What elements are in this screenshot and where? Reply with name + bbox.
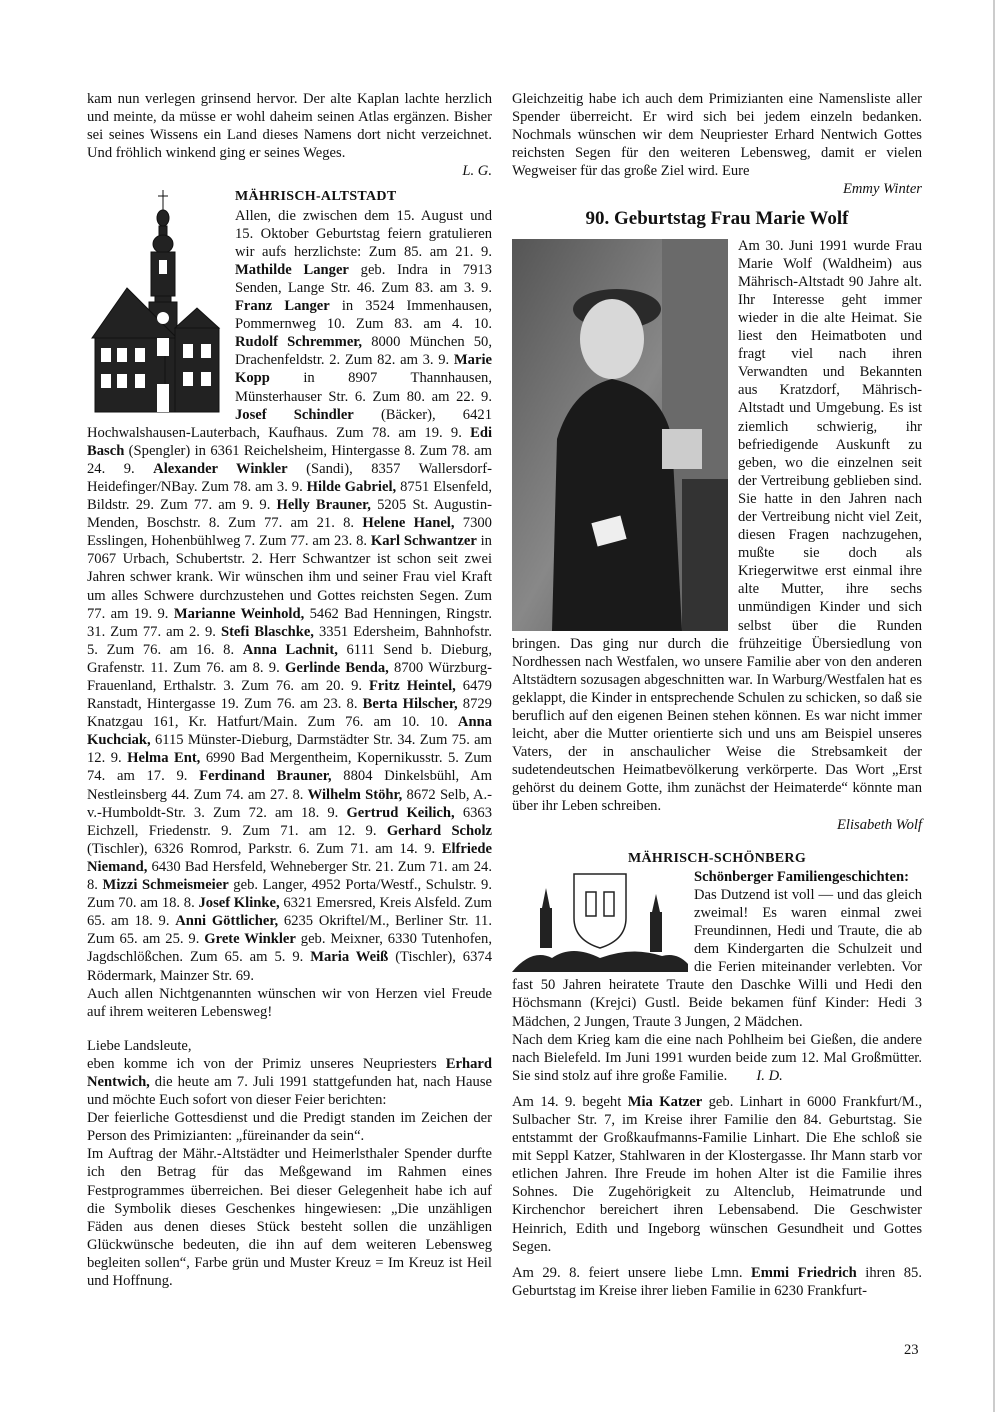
birthday-text: 6235 Okriftel/M., Berliner Str. 11. Zum 65. am 25. 9. [87, 913, 493, 948]
left-column [87, 90, 492, 1290]
letter-paragraph-1 [87, 1055, 492, 1109]
birthday-name: Helma Ent, [127, 750, 201, 767]
birthday-name: Mathilde Langer [235, 261, 349, 278]
birthday-text: (Sandi), 8357 Wallersdorf-Heidefinger/NBay. Zum 78. am 3. 9. [87, 460, 493, 495]
birthday-text: in 3524 Immenhausen, Pommernweg 10. Zum 83. am 4. 10. [235, 298, 492, 333]
birthday-name: Rudolf Schremmer, [235, 334, 363, 351]
birthday-name: Marianne Weinhold, [173, 605, 305, 622]
birthday-name: Hilde Gabriel, [306, 478, 397, 495]
birthday-name: Alexander Winkler [153, 460, 288, 477]
birthday-name: Elfriede Niemand, [87, 840, 492, 875]
letter-salutation: Liebe Landsleute, [87, 1037, 192, 1054]
article-signature-line [512, 816, 922, 834]
katzer-text-start: Am 14. 9. begeht [512, 1093, 628, 1110]
family-title-text: Schönberger Familiengeschichten: [694, 868, 909, 885]
birthday-text: geb. Indra in 7913 Senden, Lange Str. 46. Zum 83. am 3. 9. [235, 261, 492, 296]
birthday-text: 6990 Bad Mergentheim, Kopernikusstr. 5. Zum 74. am 17. 9. [87, 750, 492, 785]
birthday-text: geb. Meixner, 6330 Tutenhofen, Jagdschlößchen. Zum 65. am 5. 9. [87, 931, 492, 966]
family-text-2-line [512, 1031, 922, 1085]
katzer-paragraph [512, 1093, 922, 1256]
letter-signature: Emmy Winter [842, 181, 922, 198]
portrait-photo [512, 239, 728, 631]
birthday-text: geb. Langer, 4952 Porta/Westf., Schulstr. 9. Zum 70. am 18. 8. [87, 877, 492, 912]
birthday-name: Stefi Blaschke, [220, 623, 314, 640]
birthday-name: Anni Göttlicher, [175, 913, 279, 930]
article-title: 90. Geburtstag Frau Marie Wolf [585, 207, 849, 229]
article-signature: Elisabeth Wolf [837, 816, 922, 833]
birthday-text: 8672 Selb, A.-v.-Humboldt-Str. 3. Zum 72. am 18. 9. [87, 786, 492, 821]
birthday-text: (Tischler), 6326 Romrod, Parkstr. 6. Zum 71. am 14. 9. [87, 840, 442, 857]
family-text-2: Nach dem Krieg kam die eine nach Pohlheim bei Gießen, die andere nach Bielefeld. Im Juni 1991 wurden beide zum 12. Mal Großmütter. Sie sind stolz auf ihre große Familie. [512, 1031, 922, 1084]
katzer-name: Mia Katzer [627, 1093, 703, 1110]
letter-p1-text-end: die heute am 7. Juli 1991 stattgefunden hat, nach Hause und möchte Euch sofort von dieser Feier berichten: [87, 1073, 492, 1109]
family-text: Das Dutzend ist voll — und das gleich zweimal! Es waren einmal zwei Freundinnen, Hedi und Traute, die ab dem Kindergarten die Schulzeit und die Ferien miteinander verlebten. Vor fast 50 Jahren heiratete Traute den Daschke Willi und Hedi den Höchsmann (Krejci) Gustl. Beide bekamen fünf Kinder: Hedi 3 Mädchen, 2 Jungen, Traute 3 Jungen, 2 Mädchen. [512, 886, 922, 1030]
birthday-text: 5205 St. Augustin-Menden, Boschstr. 8. Zum 77. am 21. 8. [87, 497, 492, 532]
intro-signature: L. G. [462, 163, 492, 180]
church-illustration [87, 188, 229, 418]
closing-paragraph: Auch allen Nichtgenannten wünschen wir von Herzen viel Freude auf ihrem weiteren Lebensweg! [87, 985, 492, 1020]
birthday-name: Gerhard Scholz [386, 822, 492, 839]
birthday-name: Marie Kopp [235, 352, 492, 387]
birthday-name: Fritz Heintel, [369, 678, 456, 694]
birthday-name: Ferdinand Brauner, [199, 768, 332, 785]
birthday-name: Franz Langer [235, 298, 330, 315]
birthday-text: 8700 Würzburg-Frauenland, Erthalstr. 3. Zum 76. am 20. 9. [87, 659, 492, 694]
intro-paragraph: kam nun verlegen grinsend hervor. Der alte Kaplan lachte herzlich und meinte, da müsse er wohl daheim seinen Atlas ergänzen. Bisher sei seines Wissens ein Land dieses Namens dort nicht verzeichnet. Und fröhlich winkend ging er seines Weges. [87, 91, 492, 162]
birthday-text: 8000 München 50, Drachenfeldstr. 2. Zum 82. am 3. 9. [235, 334, 493, 369]
birthday-text: (Tischler), 6374 Rödermark, Mainzer Str. 69. [87, 949, 492, 984]
birthday-text: in 8907 Thannhausen, Münsterhauser Str. 6. Zum 80. am 22. 9. [235, 370, 492, 405]
birthday-name: Josef Klinke, [198, 895, 280, 912]
birthday-name: Maria Weiß [310, 949, 389, 966]
birthday-name: Mizzi Schmeismeier [102, 877, 229, 894]
section-heading-schoenberg: MÄHRISCH-SCHÖNBERG [627, 850, 807, 866]
katzer-text-end: geb. Linhart in 6000 Frankfurt/M., Sulbacher Str. 7, im Kreise ihrer Familie den 84. Geburtstag. Sie entstammt der Großkaufmanns-Familie Linhart. Die Ehe schloß sie mit Seppl Katzer, Stahlwaren in der Klostergasse. Ihr Mann starb vor etlichen Jahren. Ihre Freude im hohen Alter ist die Familie ihres Sohnes. Die Zugehörigkeit zu Altenclub, Heimatrunde und Kirchenchor bereichert ihren Lebensabend. Die Geschwister Heinrich, Edith und Ingeborg wünschen Gesundheit und Gottes Segen. [512, 1093, 923, 1255]
birthday-name: Anna Lachnit, [242, 641, 338, 658]
birthday-text: 6479 Ranstadt, Hintergasse 19. Zum 76. am 23. 8. [87, 678, 492, 713]
town-crest-illustration [512, 868, 688, 972]
letter-continuation: Gleichzeitig habe ich auch dem Primizianten eine Namensliste aller Spender überreicht. Er wird sich bei jedem einzeln bedanken. Nochmals wünschen wir dem Neupriester Erhard Nentwich Gottes reichsten Segen für den weiteren Lebensweg, damit er vielen Wegweiser für das große Ziel wird. Eure [512, 91, 922, 180]
friedrich-text-end: ihren 85. Geburtstag im Kreise ihrer lieben Familie in 6230 Frankfurt- [512, 1264, 922, 1299]
page-number: 23 [904, 1342, 919, 1358]
section-heading-altstadt: MÄHRISCH-ALTSTADT [235, 189, 397, 205]
birthday-text: 7300 Esslingen, Hohenbühlweg 7. Zum 77. am 23. 8. [87, 515, 492, 550]
birthday-text: 8729 Knatzgau 161, Kr. Hatfurt/Main. Zum 76. am 10. 10. [87, 696, 492, 731]
article-text: Am 30. Juni 1991 wurde Frau Marie Wolf (Waldheim) aus Mährisch-Altstadt 90 Jahre alt. Ihr Interesse geht immer wieder in die alte Heimat. Sie liest den Heimatboten und fragt viel nach ihren Verwandten und Bekannten aus Kratzdorf, Mährisch-Altstadt und Umgebung. Es ist ziemlich schwierig, ihr befriedigende Auskunft zu geben, wo die einzelnen seit der Vertreibung geblieben sind. Sie hatte in den Jahren nach der Vertreibung nicht viel Zeit, diesen Fragen nachzugehen, mußte sie doch als Kriegerwitwe erst einmal ihre alte Mutter, ihre sechs unmündigen Kinder und sich selbst über die Runden bringen. Das ging nur durch die frühzeitige Übersiedlung von Nordhessen nach Westfalen, wo unsere Familie aber von den anderen Altstädtern sozusagen abgeschnitten war. In Warburg/Westfalen hat es geklappt, die Kinder in entsprechende Schulen zu schicken, so daß sie beruflich auf den eigenen Beinen stehen können. Es war nicht immer leicht, aber die Mutter orientierte sich und uns am Beispiel unseres Vaters, der in anschaulicher Weise die Strebsamkeit der sudetendeutschen Heimatbevölkerung verkörperte. Das Wort „Erst gehörst du deinem Gotte, ihm zunächst der Heimaterde“ könnte man über ihr Leben schreiben. [512, 237, 922, 815]
birthday-text: 8804 Dinkelsbühl, Am Nestleinsberg 44. Zum 74. am 27. 8. [87, 768, 493, 803]
birthday-name: Josef Schindler [235, 406, 354, 423]
friedrich-paragraph [512, 1264, 922, 1300]
birthday-name: Helene Hanel, [362, 515, 455, 532]
birthday-text: 6363 Eichzell, Friedenstr. 9. Zum 71. am 12. 9. [87, 804, 493, 839]
letter-p1-text: eben komme ich von der Primiz unseres Neupriesters [87, 1055, 446, 1072]
birthday-text: 6115 Münster-Dieburg, Darmstädter Str. 34. Zum 75. am 12. 9. [87, 732, 492, 767]
friedrich-name: Emmi Friedrich [751, 1264, 857, 1281]
birthday-text: Allen, die zwischen dem 15. August und 15. Oktober Geburtstag feiern gratulieren wir aufs herzlichste: Zum 85. am 21. 9. [235, 207, 492, 260]
right-column [512, 90, 922, 1300]
friedrich-text-start: Am 29. 8. feiert unsere liebe Lmn. [512, 1264, 751, 1281]
birthday-name: Grete Winkler [204, 931, 296, 948]
letter-paragraph-3: Im Auftrag der Mähr.-Altstädter und Heimerlsthaler Spender durfte ich den Betrag für das Meßgewand im Rahmen eines Festprogrammes überreichen. Bei dieser Gelegenheit habe ich auf die Symbolik dieses Geschenkes hingewiesen: „Die unzähligen Fäden aus denen dieses Stück besteht sollen die unzähligen Glückwünsche bedeuten, die ihn auf dem weiteren Lebensweg begleiten sollen“, Farbe grün und Muster Kreuz = Im Kreuz ist Heil und Hoffnung. [87, 1146, 492, 1289]
birthday-text: 5462 Bad Henningen, Ringstr. 31. Zum 77. am 2. 9. [87, 605, 492, 640]
birthday-name: Karl Schwantzer [370, 533, 477, 550]
birthday-name: Gertrud Keilich, [346, 804, 455, 821]
birthday-text: 8751 Elsenfeld, Bildstr. 29. Zum 77. am 9. 9. [87, 478, 492, 514]
birthday-text: 6111 Send b. Dieburg, Grafenstr. 11. Zum 76. am 8. 9. [87, 641, 492, 676]
birthday-name: Wilhelm Stöhr, [307, 786, 403, 803]
birthday-text: (Bäcker), 6421 Hochwalshausen-Lauterbach, Kaufhaus. Zum 78. am 19. 9. [87, 406, 492, 441]
birthday-text: 6321 Emersred, Kreis Alsfeld. Zum 65. am 18. 9. [87, 895, 492, 930]
birthday-name: Edi Basch [87, 424, 492, 459]
priest-name: Erhard Nentwich, [87, 1055, 492, 1090]
birthday-text: (Spengler) in 6361 Reichelsheim, Hintergasse 8. Zum 78. am 24. 9. [87, 442, 492, 477]
birthday-name: Anna Kuchciak, [87, 714, 492, 749]
birthday-name: Gerlinde Benda, [285, 659, 389, 676]
scan-edge [993, 0, 995, 1412]
birthday-name: Berta Hilscher, [362, 696, 458, 713]
birthday-name: Helly Brauner, [276, 497, 371, 514]
letter-paragraph-2: Der feierliche Gottesdienst und die Predigt standen im Zeichen der Person des Primizianten: „füreinander da sein“. [87, 1110, 492, 1145]
birthday-text: 6430 Bad Hersfeld, Wehneberger Str. 21. Zum 71. am 24. 8. [87, 858, 492, 894]
family-signature: I. D. [756, 1067, 783, 1084]
birthday-text: 3351 Edersheim, Bahnhofstr. 5. Zum 76. am 16. 8. [87, 623, 492, 658]
birthday-text: in 7067 Urbach, Schubertstr. 2. Herr Schwantzer ist schon seit zwei Jahren schwer krank. Wir wünschen ihm und seiner Frau viel Kraft um alles Schwere durchzustehen und Gottes reichsten Segen. Zum 77. am 19. 9. [87, 533, 492, 622]
